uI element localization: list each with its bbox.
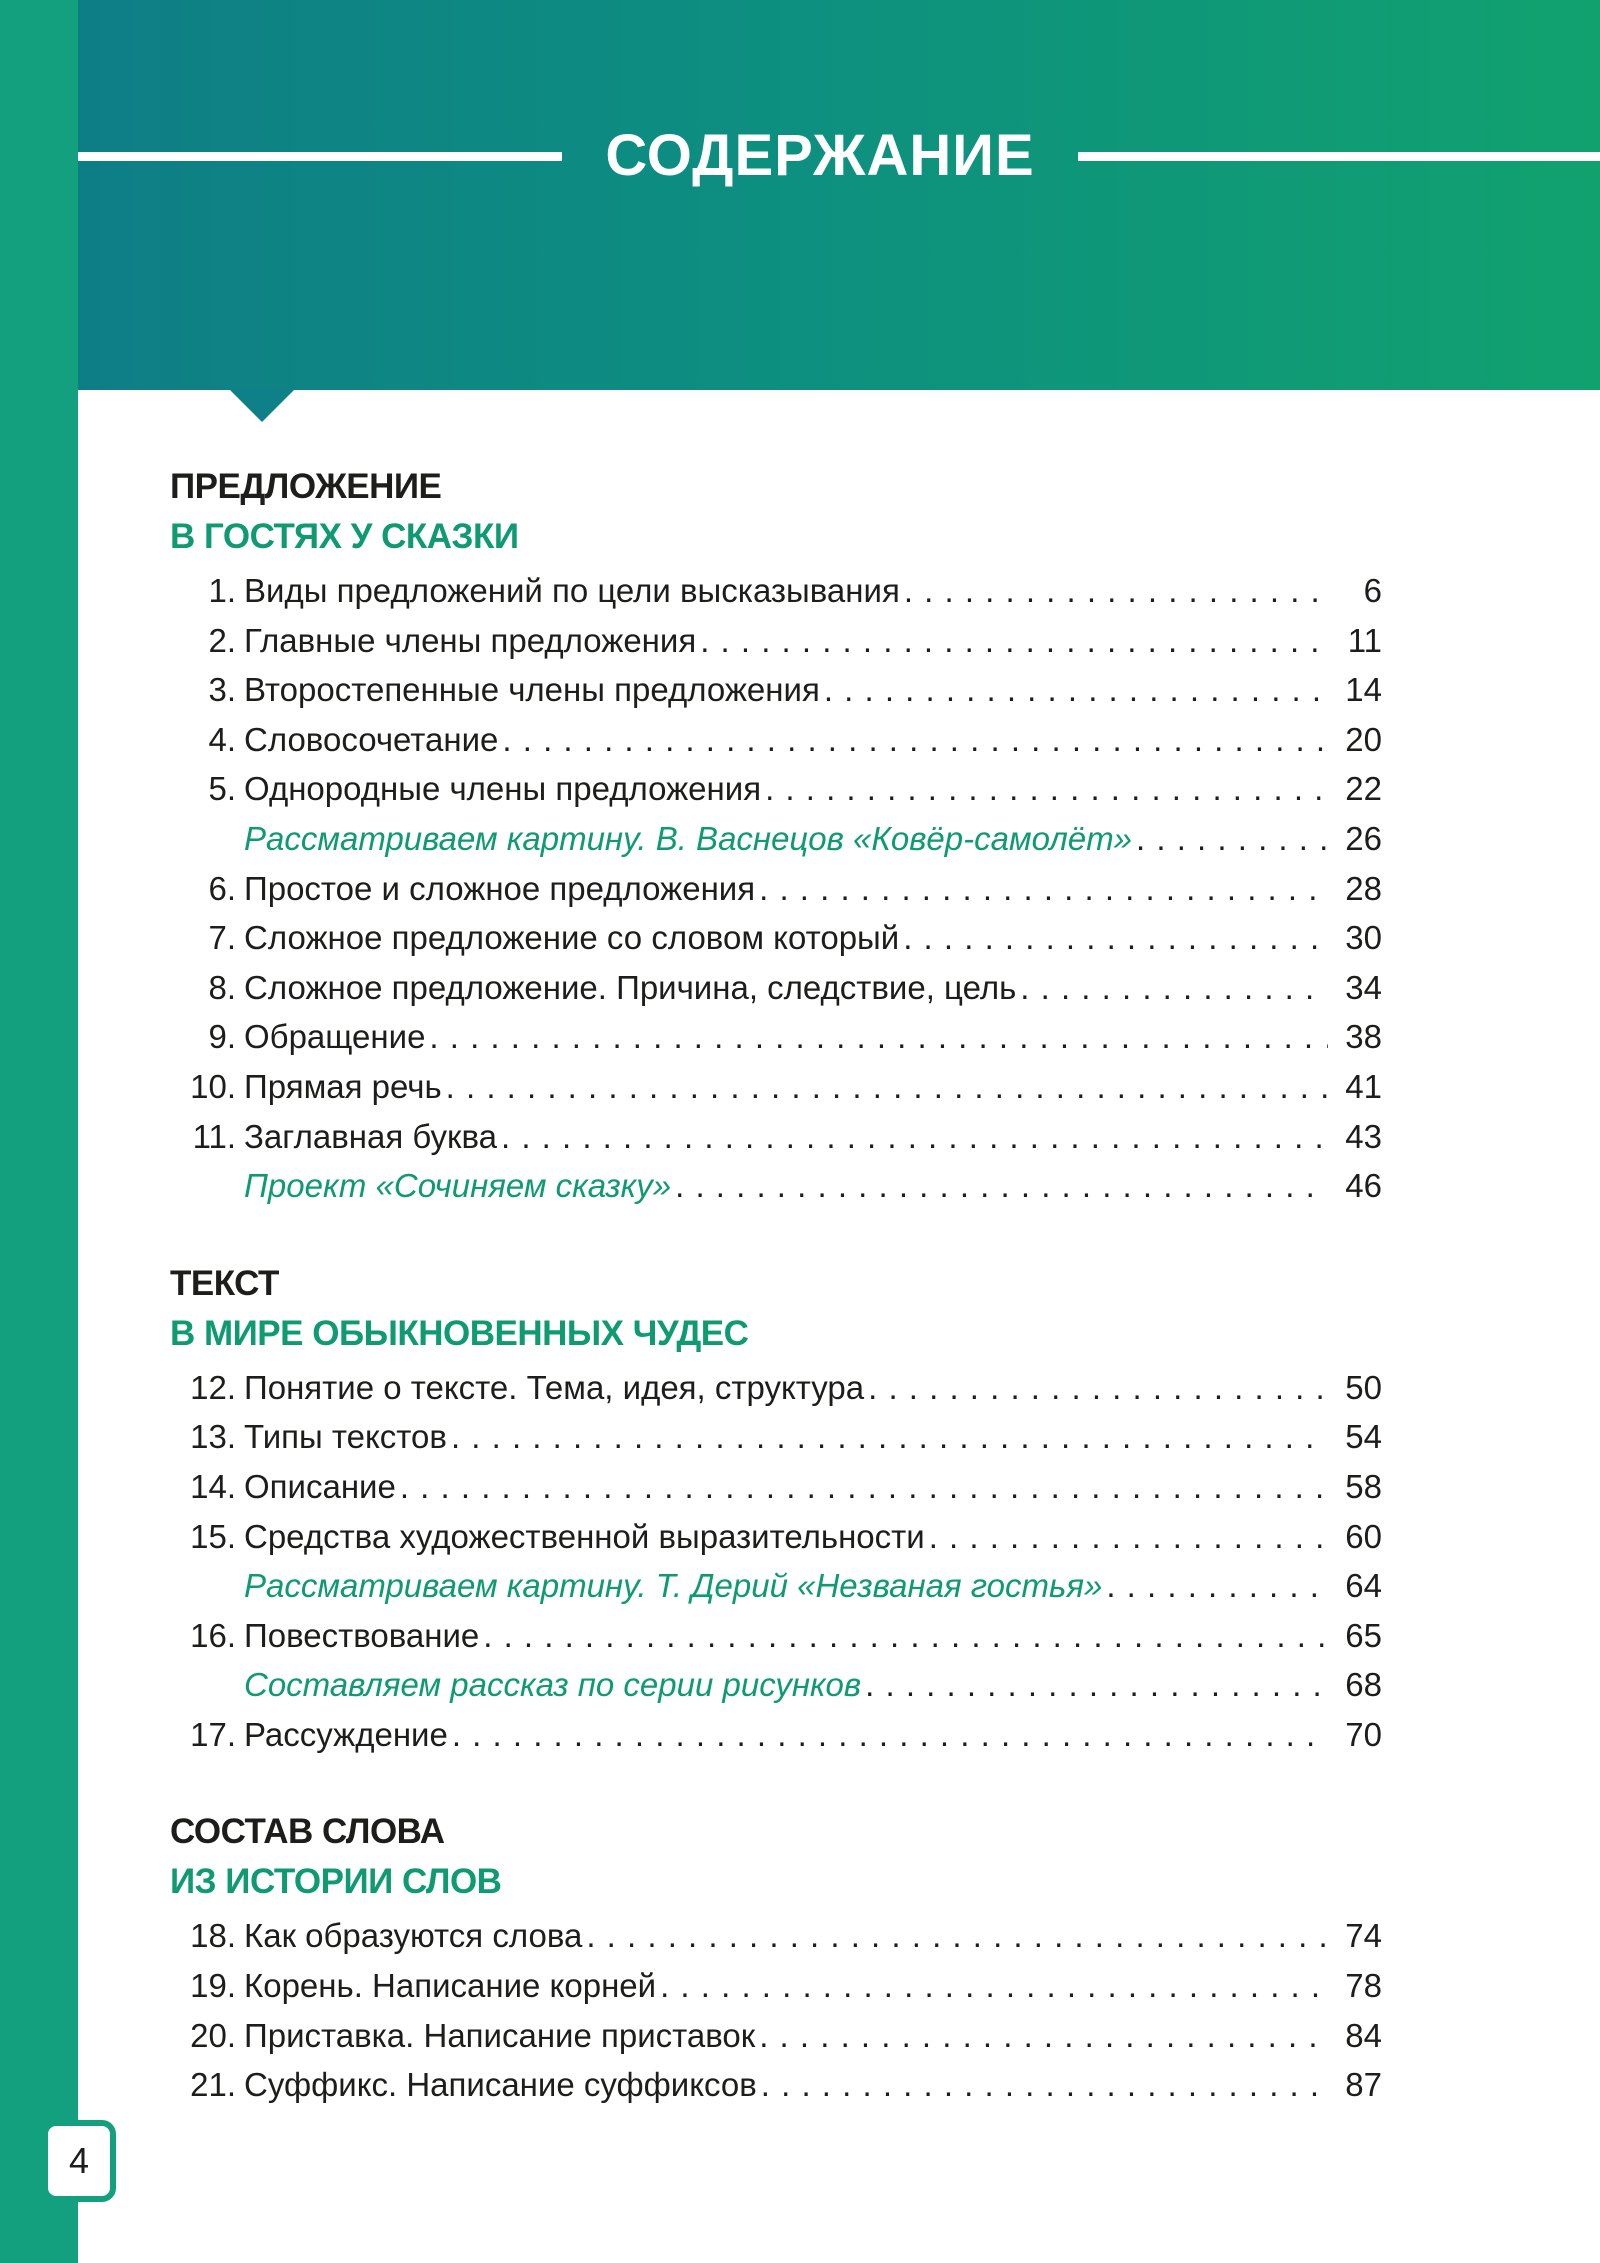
page-title: СОДЕРЖАНИЕ [605,123,1035,188]
toc-entry-number: 19. [190,1967,236,2005]
toc-entry[interactable] [170,715,1382,765]
toc-section [170,1807,1382,2109]
toc-entry-label: Суффикс. Написание суффиксов [244,2066,757,2104]
toc-entry-page: 78 [1345,1967,1382,2005]
toc-entry-page: 14 [1345,671,1382,709]
left-color-stripe [0,0,78,2263]
section-title: ПРЕДЛОЖЕНИЕ [170,467,442,506]
toc-entry-page: 34 [1345,968,1382,1006]
toc-dot-leader [1020,963,1328,1013]
toc-entry[interactable] [170,566,1382,616]
toc-entry-page: 43 [1345,1117,1382,1155]
section-title: СОСТАВ СЛОВА [170,1812,445,1852]
toc-entry-number: 18. [190,1917,236,1955]
page-header-banner [78,0,1600,390]
toc-entry-page: 46 [1345,1167,1382,1205]
toc-dot-leader [1136,814,1328,864]
toc-entry-number: 12. [190,1368,236,1406]
toc-entry-page: 84 [1345,2016,1382,2054]
toc-extra-entry[interactable] [170,814,1382,864]
toc-entry-page: 54 [1345,1418,1382,1456]
header-rule-right [1078,152,1600,161]
toc-dot-leader [483,1611,1328,1661]
toc-entry-label: Обращение [244,1018,426,1056]
toc-extra-entry[interactable] [170,1161,1382,1211]
toc-entry-number: 2. [208,621,236,659]
toc-entry-page: 30 [1345,919,1382,957]
toc-entry-page: 26 [1345,819,1382,857]
toc-entry-page: 38 [1345,1018,1382,1056]
toc-entry[interactable] [170,1961,1382,2011]
toc-entry-label: Понятие о тексте. Тема, идея, структура [244,1368,865,1406]
toc-entry[interactable] [170,1462,1382,1512]
toc-entry-page: 74 [1345,1917,1382,1955]
toc-entry-label: Проект «Сочиняем сказку» [244,1167,672,1205]
toc-entry[interactable] [170,1112,1382,1162]
toc-dot-leader [759,864,1328,914]
toc-entry[interactable] [170,1012,1382,1062]
toc-dot-leader [452,1710,1328,1760]
toc-entry-number: 7. [208,919,236,957]
toc-dot-leader [446,1062,1328,1112]
toc-entry[interactable] [170,1710,1382,1760]
toc-entry-number: 5. [208,770,236,808]
toc-entry[interactable] [170,1611,1382,1661]
toc-entry[interactable] [170,616,1382,666]
toc-entry[interactable] [170,764,1382,814]
toc-dot-leader [824,665,1328,715]
toc-entry[interactable] [170,1363,1382,1413]
toc-extra-entry[interactable] [170,1561,1382,1611]
toc-entry-page: 22 [1345,770,1382,808]
section-subtitle: В МИРЕ ОБЫКНОВЕННЫХ ЧУДЕС [170,1313,749,1353]
toc-entry-page: 11 [1347,621,1382,659]
toc-dot-leader [700,616,1328,666]
toc-entry-number: 11. [192,1117,236,1155]
toc-entry-page: 6 [1363,572,1382,609]
toc-dot-leader [761,2060,1328,2110]
toc-dot-leader [759,2011,1328,2061]
toc-dot-leader [501,1112,1328,1162]
toc-entry[interactable] [170,2011,1382,2061]
toc-dot-leader [675,1161,1328,1211]
toc-entry[interactable] [170,864,1382,914]
toc-section [170,462,1382,1211]
toc-entry-label: Составляем рассказ по серии рисунков [244,1666,862,1704]
toc-entry-label: Рассматриваем картину. В. Васнецов «Ковёр-самолёт» [244,819,1133,857]
toc-entry-page: 64 [1345,1567,1382,1605]
toc-entry[interactable] [170,1412,1382,1462]
toc-entry-page: 28 [1345,869,1382,907]
toc-entry-page: 87 [1345,2066,1382,2104]
toc-entry-number: 10. [190,1067,236,1105]
toc-entry-label: Повествование [244,1616,480,1654]
toc-entry-number: 13. [190,1418,236,1456]
toc-entry[interactable] [170,665,1382,715]
toc-entry-label: Сложное предложение. Причина, следствие, цель [244,968,1017,1006]
toc-dot-leader [903,913,1328,963]
toc-dot-leader [451,1412,1328,1462]
toc-dot-leader [502,715,1328,765]
section-subtitle: В ГОСТЯХ У СКАЗКИ [170,517,519,556]
toc-entry-number: 1. [208,572,236,609]
toc-entry-label: Средства художественной выразительности [244,1517,925,1555]
header-pointer-triangle [228,388,296,422]
header-rule-left [78,152,562,161]
toc-dot-leader [400,1462,1328,1512]
toc-entry-number: 16. [190,1616,236,1654]
toc-entry-number: 8. [208,968,236,1006]
toc-entry-number: 9. [208,1018,236,1056]
toc-entry-number: 4. [208,720,236,758]
section-subtitle: ИЗ ИСТОРИИ СЛОВ [170,1862,502,1902]
toc-entry[interactable] [170,1911,1382,1961]
toc-entry-number: 14. [190,1467,236,1505]
toc-entry-label: Описание [244,1467,396,1505]
toc-entry-number: 3. [208,671,236,709]
toc-extra-entry[interactable] [170,1660,1382,1710]
toc-entry-label: Рассуждение [244,1715,448,1753]
toc-entry-number: 21. [190,2066,236,2104]
table-of-contents [170,462,1382,2158]
toc-entry-label: Сложное предложение со словом который [244,919,900,957]
toc-entry-number: 6. [208,869,236,907]
toc-entry-label: Простое и сложное предложения [244,869,756,907]
toc-entry-label: Заглавная буква [244,1117,497,1155]
toc-entry-label: Однородные члены предложения [244,770,762,808]
toc-entry-page: 68 [1345,1666,1382,1704]
toc-entry-number: 15. [190,1517,236,1555]
toc-entry-label: Корень. Написание корней [244,1967,657,2005]
toc-entry[interactable] [170,963,1382,1013]
toc-entry-page: 50 [1345,1368,1382,1406]
toc-dot-leader [868,1363,1328,1413]
toc-entry[interactable] [170,1062,1382,1112]
toc-entry-page: 60 [1345,1517,1382,1555]
toc-entry[interactable] [170,913,1382,963]
toc-entry-label: Типы текстов [244,1418,447,1456]
toc-entry-page: 41 [1345,1067,1382,1105]
page-number: 4 [42,2120,116,2202]
toc-entry-page: 70 [1345,1715,1382,1753]
section-title: ТЕКСТ [170,1263,279,1303]
toc-dot-leader [660,1961,1328,2011]
toc-dot-leader [929,1512,1328,1562]
toc-dot-leader [765,764,1328,814]
toc-dot-leader [586,1911,1328,1961]
toc-entry-label: Словосочетание [244,720,499,758]
toc-entry[interactable] [170,1512,1382,1562]
toc-entry-number: 17. [190,1715,236,1753]
toc-dot-leader [904,566,1328,616]
toc-dot-leader [429,1012,1328,1062]
toc-entry-label: Как образуются слова [244,1917,583,1955]
toc-entry-label: Прямая речь [244,1067,442,1105]
toc-dot-leader [865,1660,1328,1710]
toc-entry-label: Рассматриваем картину. Т. Дерий «Незваная гостья» [244,1567,1103,1605]
toc-entry-label: Виды предложений по цели высказывания [244,572,900,609]
toc-dot-leader [1106,1561,1328,1611]
toc-entry-page: 20 [1345,720,1382,758]
toc-section [170,1259,1382,1760]
toc-entry-page: 65 [1345,1616,1382,1654]
toc-entry[interactable] [170,2060,1382,2110]
toc-entry-label: Приставка. Написание приставок [244,2016,756,2054]
toc-entry-page: 58 [1345,1467,1382,1505]
toc-entry-label: Главные члены предложения [244,621,697,659]
toc-entry-number: 20. [190,2016,236,2054]
toc-entry-label: Второстепенные члены предложения [244,671,820,709]
